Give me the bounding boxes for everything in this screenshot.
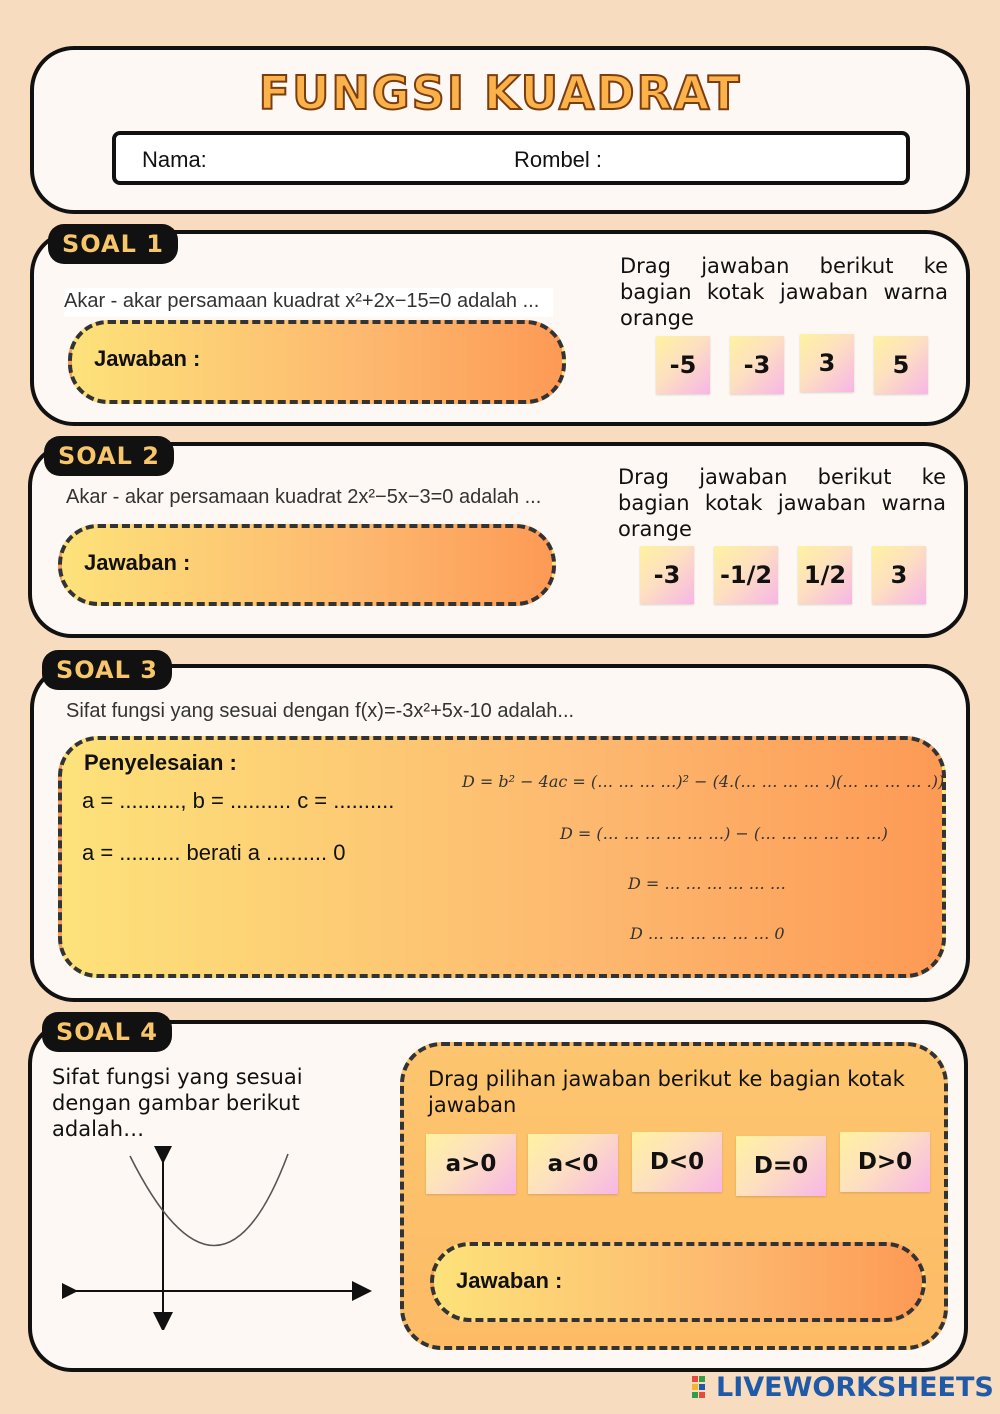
soal4-option-5[interactable]: D>0	[840, 1132, 930, 1192]
soal1-tag: SOAL 1	[48, 224, 178, 264]
soal2-option-3[interactable]: 1/2	[798, 546, 852, 604]
soal1-option-4[interactable]: 5	[874, 336, 928, 394]
soal3-line1: a = .........., b = .......... c = ..........	[82, 788, 395, 813]
soal4-tag: SOAL 4	[42, 1012, 172, 1052]
soal4-answer-box[interactable]	[430, 1242, 926, 1322]
soal3-formula4: D … … … … … … 0	[630, 924, 785, 943]
name-rombel-box	[112, 131, 910, 185]
soal3-formula1: D = b² − 4ac = (… … … …)² − (4.(… … … … .)(… … … … .))	[462, 772, 945, 791]
soal1-instruction: Drag jawaban berikut ke bagian kotak jawaban warna orange	[620, 254, 948, 330]
soal2-answer-label: Jawaban :	[84, 550, 191, 575]
soal1-option-3[interactable]: 3	[800, 334, 854, 392]
soal1-answer-label: Jawaban :	[94, 346, 201, 371]
liveworksheets-logo-icon	[692, 1376, 712, 1398]
soal4-option-4[interactable]: D=0	[736, 1136, 826, 1196]
soal1-question: Akar - akar persamaan kuadrat x²+2x−15=0 adalah ...	[64, 288, 553, 317]
soal2-answer-box[interactable]	[58, 524, 556, 606]
soal2-option-4[interactable]: 3	[872, 546, 926, 604]
soal3-formula2: D = (… … … … … …) − (… … … … … …)	[560, 824, 888, 843]
soal3-line2: a = .......... berati a .......... 0	[82, 840, 346, 865]
parabola-curve	[130, 1154, 288, 1246]
soal3-work-label: Penyelesaian :	[84, 750, 237, 775]
soal4-answer-label: Jawaban :	[456, 1268, 563, 1293]
soal4-question: Sifat fungsi yang sesuai dengan gambar berikut adalah…	[52, 1065, 303, 1141]
soal3-question: Sifat fungsi yang sesuai dengan f(x)=-3x²+5x-10 adalah...	[66, 700, 575, 722]
soal1-option-2[interactable]: -3	[730, 336, 784, 394]
liveworksheets-brand: LIVEWORKSHEETS	[716, 1372, 994, 1403]
soal2-question: Akar - akar persamaan kuadrat 2x²−5x−3=0 adalah ...	[66, 486, 542, 508]
soal2-option-1[interactable]: -3	[640, 546, 694, 604]
soal4-instruction: Drag pilihan jawaban berikut ke bagian kotak jawaban	[428, 1067, 905, 1117]
soal1-option-1[interactable]: -5	[656, 336, 710, 394]
soal4-option-2[interactable]: a<0	[528, 1134, 618, 1194]
soal3-formula3: D = … … … … … …	[628, 874, 786, 893]
nama-label: Nama:	[142, 147, 207, 172]
soal1-answer-box[interactable]	[68, 320, 566, 404]
parabola-graph	[62, 1146, 372, 1330]
rombel-label: Rombel :	[514, 147, 603, 172]
soal2-option-2[interactable]: -1/2	[714, 546, 778, 604]
soal4-option-3[interactable]: D<0	[632, 1132, 722, 1192]
soal4-option-1[interactable]: a>0	[426, 1134, 516, 1194]
page-title: FUNGSI KUADRAT	[258, 66, 742, 120]
soal2-instruction: Drag jawaban berikut ke bagian kotak jawaban warna orange	[618, 465, 946, 541]
soal3-tag: SOAL 3	[42, 650, 172, 690]
soal2-tag: SOAL 2	[44, 436, 174, 476]
